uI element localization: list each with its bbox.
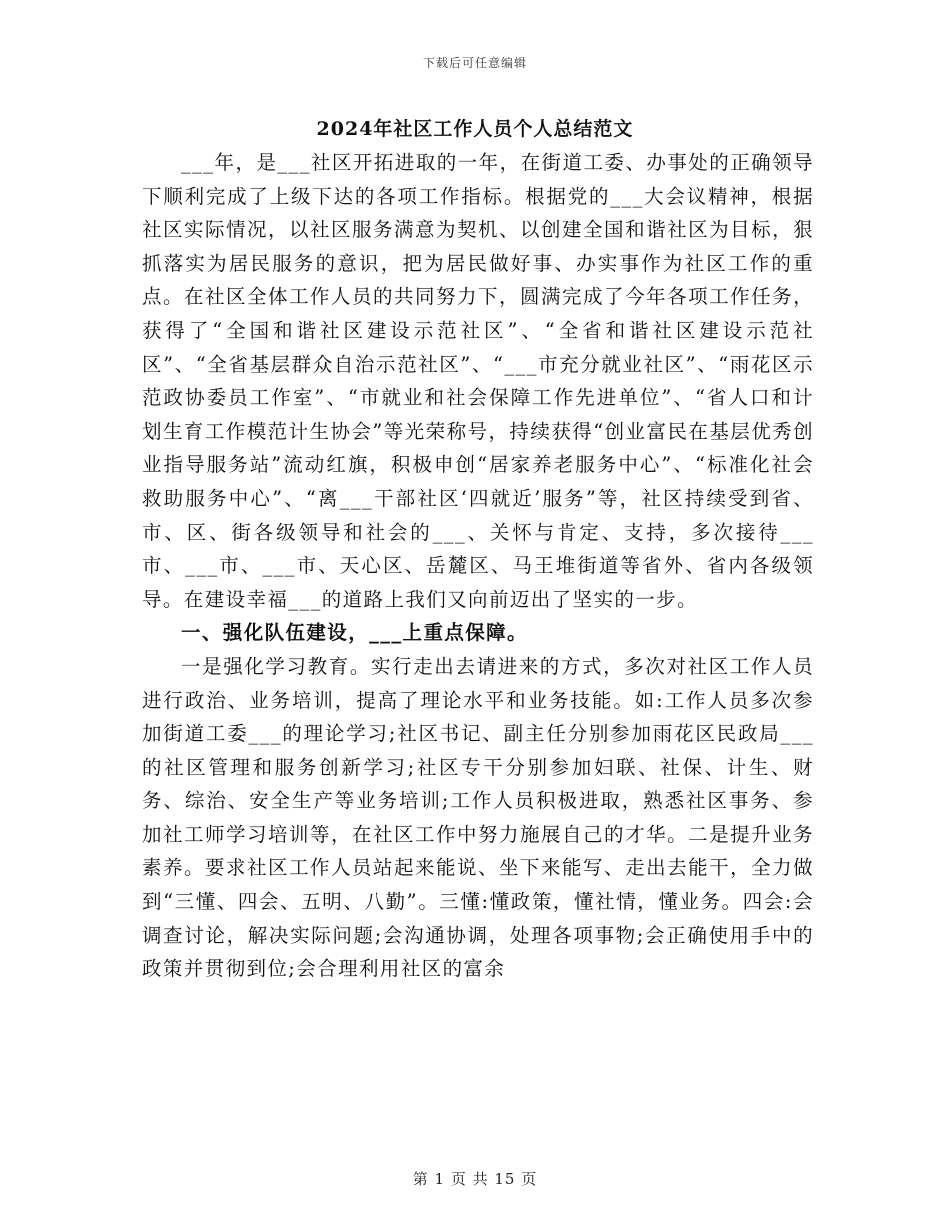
- document-body: [142, 146, 814, 986]
- page-number: 第 1 页 共 15 页: [412, 1170, 538, 1188]
- section-heading: 一、强化队伍建设，___上重点保障。: [181, 621, 528, 645]
- intro-paragraph: ___年，是___社区开拓进取的一年，在街道工委、办事处的正确领导下顺利完成了上级下达的各项工作指标。根据党的___大会议精神，根据社区实际情况，以社区服务满意为契机、以创建全国和谐社区为目标，狠抓落实为居民服务的意识，把为居民做好事、办实事作为社区工作的重点。在社区全体工作人员的共同努力下，圆满完成了今年各项工作任务，获得了“全国和谐社区建设示范社区”、“全省和谐社区建设示范社区”、“全省基层群众自治示范社区”、“___市充分就业社区”、“雨花区示范政协委员工作室”、“市就业和社会保障工作先进单位”、“省人口和计划生育工作模范计生协会”等光荣称号，持续获得“创业富民在基层优秀创业指导服务站”流动红旗，积极申创“居家养老服务中心”、“标准化社会救助服务中心”、“离___干部社区‘四就近’服务”等，社区持续受到省、市、区、街各级领导和社会的___、关怀与肯定、支持，多次接待___市、___市、___市、天心区、岳麓区、马王堆街道等省外、省内各级领导。在建设幸福___的道路上我们又向前迈出了坚实的一步。: [142, 151, 814, 611]
- header-note: 下载后可任意编辑: [422, 56, 527, 70]
- body-paragraph: 一是强化学习教育。实行走出去请进来的方式，多次对社区工作人员进行政治、业务培训，提高了理论水平和业务技能。如:工作人员多次参加街道工委___的理论学习;社区书记、副主任分别参加雨花区民政局___的社区管理和服务创新学习;社区专干分别参加妇联、社保、计生、财务、综治、安全生产等业务培训;工作人员积极进取，熟悉社区事务、参加社工师学习培训等，在社区工作中努力施展自己的才华。二是提升业务素养。要求社区工作人员站起来能说、坐下来能写、走出去能干，全力做到“三懂、四会、五明、八勤”。三懂:懂政策，懂社情，懂业务。四会:会调查讨论，解决实际问题;会沟通协调，处理各项事物;会正确使用手中的政策并贯彻到位;会合理利用社区的富余: [142, 654, 814, 981]
- document-title: 2024年社区工作人员个人总结范文: [316, 118, 634, 140]
